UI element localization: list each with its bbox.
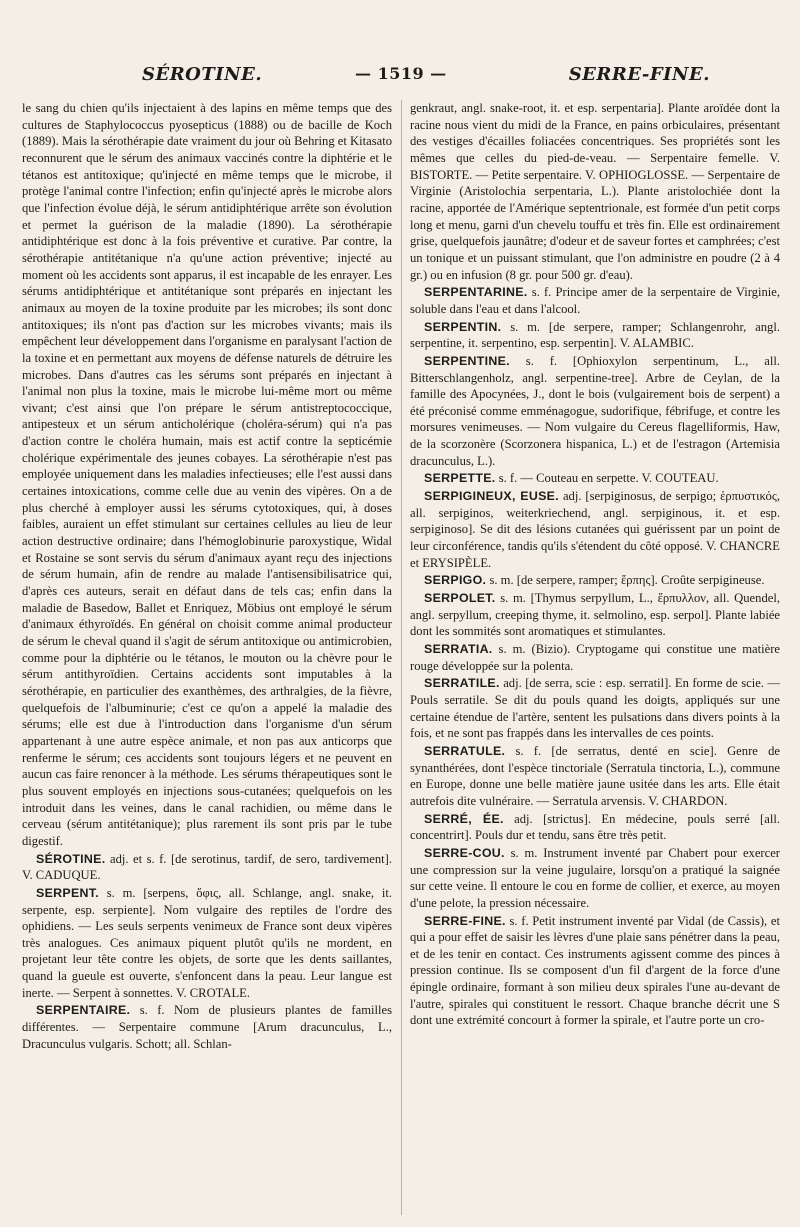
dictionary-entry: [410, 470, 780, 487]
entry-headword: SERPIGO.: [424, 573, 487, 588]
entry-definition: adj. [strictus]. En médecine, pouls serré [all. concentrirt]. Pouls dur et tendu, sans être très petit.: [410, 811, 780, 843]
entry-headword: SERPENTINE.: [424, 353, 510, 368]
entry-headword: SERRATILE.: [424, 676, 500, 691]
entry-headword: SÉROTINE.: [36, 851, 106, 866]
entry-headword: SERPETTE.: [424, 471, 496, 486]
entry-definition: s. m. [serpens, ὄφις, all. Schlange, angl. snake, it. serpente, esp. serpiente]. Nom vulgaire des reptiles de l'ordre des ophidiens. — Les seuls serpents venimeux de France sont deux vipères très analogues. Ces animaux piquent plutôt qu'ils ne mordent, en projetant leur tête contre les objets, de sorte que les dents saillantes, quand la gueule est ouverte, s'enfoncent dans la peau. Leur langue est inerte. — Serpent à sonnettes. V. CROTALE.: [22, 885, 392, 1000]
dictionary-entry: [410, 913, 780, 1030]
dictionary-entry: [22, 851, 392, 884]
entry-headword: SERRE-FINE.: [424, 913, 506, 928]
dictionary-entry: [410, 572, 780, 589]
entry-definition: adj. [de serra, scie : esp. serratil]. En forme de scie. — Pouls serratile. Se dit du pouls quand les doigts, appliqués sur une certaine étendue de l'artère, sentent les pulsations dans divers points à la fois, et ne sont pas frappés dans les intervalles de ces points.: [410, 676, 780, 741]
dictionary-entry: [22, 1002, 392, 1052]
text-columns: [22, 100, 780, 1215]
entry-headword: SERRE-COU.: [424, 845, 505, 860]
dictionary-entry: [410, 488, 780, 571]
continuation-text: genkraut, angl. snake-root, it. et esp. serpentaria]. Plante aroïdée dont la racine nous vient du midi de la France, en pains orbiculaires, présentant des vestiges d'écailles foliacées concentriques. Ses propriétés sont les mêmes que celles du pied-de-veau. — Serpentaire femelle. V. BISTORTE. — Petite serpentaire. V. OPHIOGLOSSE. — Serpentaire de Virginie (Aristolochia serpentaria, L.). Plante aristolochiée dont la racine, apportée de l'Amérique septentrionale, est formée d'un petit corps long et menu, garni d'un chevelu touffu et très fin. Elle est ordinairement grise, quelquefois jaunâtre; d'odeur et de saveur fortes et camphrées; c'est un tonique et un puissant stimulant, que l'on administre en poudre (2 à 4 gr.) ou en infusion (8 gr. pour 500 gr. d'eau).: [410, 101, 780, 282]
left-column: [22, 100, 392, 1215]
entry-headword: SERPOLET.: [424, 591, 496, 606]
entry-headword: SERRATULE.: [424, 743, 506, 758]
entry-definition: adj. et s. f. [de serotinus, tardif, de sero, tardivement]. V. CADUQUE.: [22, 851, 392, 883]
entry-headword: SERRÉ, ÉE.: [424, 811, 504, 826]
column-divider: [401, 100, 402, 1215]
entry-definition: s. f. Nom de plusieurs plantes de familles différentes. — Serpentaire commune [Arum dracunculus, L., Dracunculus vulgaris. Schott; all. Schlan-: [22, 1003, 392, 1051]
dictionary-entry: [410, 319, 780, 352]
entry-headword: SERPENT.: [36, 885, 99, 900]
dictionary-entry: [410, 675, 780, 742]
dictionary-entry: [410, 284, 780, 317]
dictionary-entry: [410, 845, 780, 912]
entry-headword: SERRATIA.: [424, 642, 493, 656]
header-left-headword: SÉROTINE.: [142, 64, 263, 85]
entry-definition: s. f. [Ophioxylon serpentinum, L., all. Bitterschlangenholz, angl. serpentine-tree]. Arbre de Ceylan, de la famille des Apocynées, J., dont le bois (vulgairement bois de serpent) a été préconisé comme emménagogue, sudorifique, fébrifuge, et contre les morsures venimeuses. — Nom vulgaire du Cereus flagelliformis, Haw, de la scorzonère (Scorzonera hispanica, L.) et de l'estragon (Artemisia dracunculus, L.).: [410, 353, 780, 468]
dictionary-entry: [410, 743, 780, 810]
entry-definition: s. f. Principe amer de la serpentaire de Virginie, soluble dans l'eau et dans l'alcool.: [410, 285, 780, 316]
entry-definition: s. m. Instrument inventé par Chabert pour exercer une compression sur la veine jugulaire, lorsqu'on a pratiqué la saignée sur cette veine. Il entoure le cou en forme de collier, et exerce, au moyen d'une pelote, la pression nécessaire.: [410, 845, 780, 910]
dictionary-entry: [410, 811, 780, 844]
entry-headword: SERPIGINEUX, EUSE.: [424, 489, 559, 504]
continuation-text: le sang du chien qu'ils injectaient à des lapins en même temps que des cultures de Staphylococcus pyosepticus (1888) ou de bacille de Koch (1889). Mais la sérothérapie date vraiment du jour où Behring et Kitasato reconnurent que le sérum des animaux vaccinés contre la diphtérie et le tétanos est antitoxique; qu'injecté en même temps que le microbe, il protège l'animal contre l'infection; enfin qu'injecté après le microbe alors que l'infection évolue déjà, le sérum antidiphtérique arrête son évolution et permet la guérison de la maladie (1890). La sérothérapie antidiphtérique est donc à la fois préventive et curative. Par contre, la sérothérapie antitétanique n'a qu'une action préventive; injecté au moment où les accidents sont apparus, il est incapable de les enrayer. Les sérums antidiphtérique et antitétanique sont préparés en injectant les animaux au moyen de la toxine produite par les microbes; ils sont donc antitoxiques; ils n'ont pas d'action sur les microbes vivants; mais ils empêchent leur développement dans l'organisme en paralysant l'action de la toxine et en permettant aux moyens de défense naturels de détruire les microbes. Dans d'autres cas les sérums sont préparés en injectant à l'animal non plus la toxine, mais le microbe lui-même mort ou même vivant; c'est ainsi que l'on prépare le sérum antistreptococcique, antipesteux et un sérum anticholérique (choléra-sérum) qui n'a pas d'action contre le choléra humain, mais est actif contre la septicémie cholérique expérimentale des jeunes cobayes. La sérothérapie n'est pas employée uniquement dans les maladies infectieuses; elle l'est aussi dans certaines intoxications, comme celle due au venin des vipères. On a de plus cherché à employer aussi les sérums cytotoxiques, qui, à doses faibles, auraient un effet stimulant sur certaines cellules au lieu de leur action destructive ordinaire; dans l'hémoglobinurie paroxystique, Widal et Rostaine se sont servis du sérum d'animaux ayant reçu des injections de sérum humain, afin de rendre au malade l'antisensibilisatrice qui, d'après ces auteurs, serait en défaut dans de tels cas; enfin dans la maladie de Basedow, Ballet et Enriquez, Möbius ont employé le sérum d'animaux éthyroïdés. En général on choisit comme animal producteur de sérum le cheval quand il s'agit de sérum antitoxique ou antimicrobien, comme pour la diphtérie ou le tétanos, le mouton ou la chèvre pour le sérum antithyroïdien. Certains accidents sont imputables à la sérothérapie, en particulier des exanthèmes, des arthralgies, de la fièvre, quelquefois de l'albuminurie; c'est ce qu'on a appelé la maladie des sérums; elle est due à l'introduction dans l'organisme d'un sérum appartenant à une autre espèce animale, et non pas aux anticorps que renferme le sérum; ces accidents sont toujours légers et ne peuvent en aucun cas faire renoncer à la méthode. Les sérums thérapeutiques sont le plus souvent employés en injections sous-cutanées; quelquefois on les introduit dans les veines, dans le canal rachidien, ou même dans le cerveau (sérum antitétanique); plus rarement ils sont pris par le tube digestif.: [22, 101, 392, 848]
entry-headword: SERPENTIN.: [424, 319, 502, 334]
entry-definition: s. m. [de serpere, ramper; Schlangenrohr, angl. serpentine, it. serpentino, esp. serpentin]. V. ALAMBIC.: [410, 319, 780, 351]
entry-definition: s. f. Petit instrument inventé par Vidal (de Cassis), et qui a pour effet de saisir les lèvres d'une plaie sans pénétrer dans la peau, et de les tenir en contact. Ces instruments agissent comme des pinces à pression continue. Ils se composent d'un fil d'argent de la force d'une épingle ordinaire, formant à son milieu deux spirales l'une au-devant de l'autre, spirales qui constituent le ressort. Chaque branche décrit une S dont une extrémité concourt à former la spirale, et l'autre porte un cro-: [410, 913, 780, 1028]
running-head: [100, 64, 730, 90]
page-number: — 1519 —: [355, 64, 447, 83]
dictionary-entry: [22, 885, 392, 1002]
dictionary-entry: [410, 641, 780, 674]
dictionary-entry: [410, 590, 780, 640]
entry-definition: s. m. [de serpere, ramper; ἕρπης]. Croûte serpigineuse.: [489, 573, 765, 588]
entry-headword: SERPENTARINE.: [424, 285, 528, 300]
entry-definition: s. f. — Couteau en serpette. V. COUTEAU.: [498, 471, 719, 486]
entry-definition: s. m. (Bizio). Cryptogame qui constitue une matière rouge développée sur la polenta.: [410, 642, 780, 673]
entry-definition: s. f. [de serratus, denté en scie]. Genre de synanthérées, dont l'espèce tinctoriale (Serratula tinctoria, L.), commune en Europe, donne une belle matière jaune usitée dans les arts. Elle était autrefois dite vulnéraire. — Serratula arvensis. V. CHARDON.: [410, 743, 780, 808]
entry-definition: s. m. [Thymus serpyllum, L., ἕρπυλλον, all. Quendel, angl. serpyllum, creeping thyme, it. selmolino, esp. serpol]. Plante labiée dont les sommités sont aromatiques et stimulantes.: [410, 591, 780, 639]
entry-headword: SERPENTAIRE.: [36, 1003, 131, 1018]
right-column: [410, 100, 780, 1215]
entry-definition: adj. [serpiginosus, de serpigo; ἑρπυστικός, all. serpiginos, weiterkriechend, angl. serpiginous, it. et esp. serpiginoso]. Se dit des lésions cutanées qui guérissent par un point de leur circonférence, tandis qu'ils s'étendent du côté opposé. V. CHANCRE et ERYSIPÈLE.: [410, 489, 780, 570]
header-right-headword: SERRE-FINE.: [568, 64, 710, 85]
dictionary-entry: [410, 353, 780, 470]
